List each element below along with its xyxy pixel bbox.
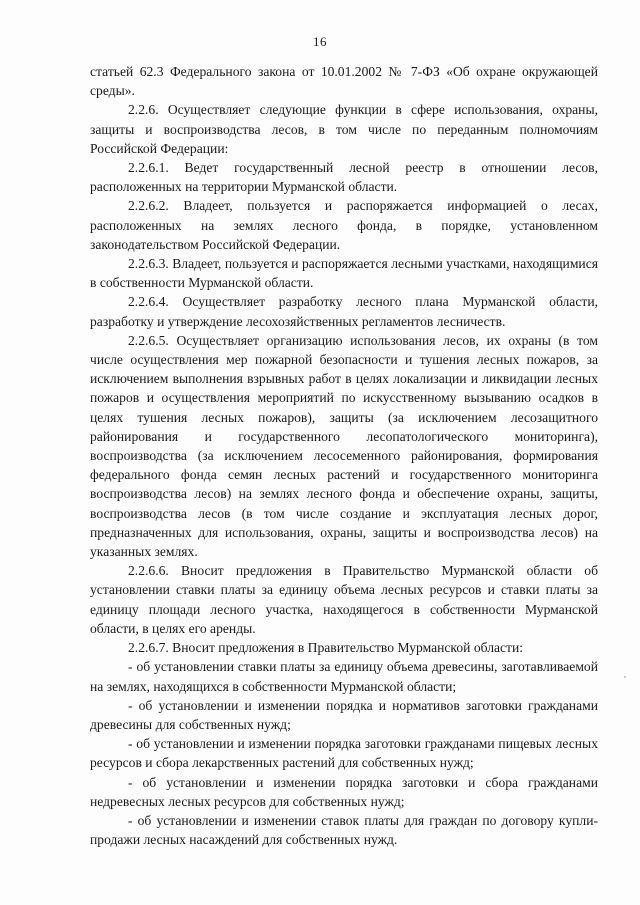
paragraph-2-2-6: 2.2.6. Осуществляет следующие функции в сфере использования, охраны, защиты и воспроизводства лесов, в том числе по переданным полномочиям Российской Федерации:	[90, 102, 598, 156]
list-item: - об установлении и изменении порядка и нормативов заготовки гражданами древесины для собственных нужд;	[90, 697, 598, 732]
list-item: - об установлении ставки платы за единицу объема древесины, заготавливаемой на землях, находящихся в собственности Мурманской области;	[90, 659, 598, 694]
paragraph-2-2-6-4: 2.2.6.4. Осуществляет разработку лесного плана Мурманской области, разработку и утверждение лесохозяйственных регламентов лесничеств.	[90, 294, 598, 329]
list-item: - об установлении и изменении порядка заготовки и сбора гражданами недревесных лесных ресурсов для собственных нужд;	[90, 774, 598, 809]
page-number: 16	[313, 34, 327, 49]
scan-speck	[624, 676, 626, 678]
paragraph-2-2-6-7: 2.2.6.7. Вносит предложения в Правительство Мурманской области:	[128, 640, 524, 656]
paragraph-2-2-6-1: 2.2.6.1. Ведет государственный лесной реестр в отношении лесов, расположенных на территории Мурманской области.	[90, 160, 598, 195]
paragraph-2-2-6-6: 2.2.6.6. Вносит предложения в Правительство Мурманской области об установлении ставки платы за единицу объема лесных ресурсов и ставки платы за единицу площади лесного участка, находящегося в собственности Мурманской области, в целях его аренды.	[90, 563, 598, 636]
paragraph-2-2-6-3: 2.2.6.3. Владеет, пользуется и распоряжается лесными участками, находящимися в собственности Мурманской области.	[90, 256, 598, 291]
paragraph-2-2-6-2: 2.2.6.2. Владеет, пользуется и распоряжается информацией о лесах, расположенных на землях лесного фонда, в порядке, установленном законодательством Российской Федерации.	[90, 198, 598, 252]
paragraph-2-2-6-5: 2.2.6.5. Осуществляет организацию использования лесов, их охраны (в том числе осуществления мер пожарной безопасности и тушения лесных пожаров, за исключением выполнения взрывных работ в целях локализации и ликвидации лесных пожаров и осуществления мероприятий по искусственному вызыванию осадков в целях тушения лесных пожаров), защиты (за исключением лесозащитного районирования и государственного лесопатологического мониторинга), воспроизводства (за исключением лесосеменного районирования, формирования федерального фонда семян лесных растений и государственного мониторинга воспроизводства лесов) на землях лесного фонда и обеспечение охраны, защиты, воспроизводства лесов (в том числе создание и эксплуатация лесных дорог, предназначенных для использования, охраны, защиты и воспроизводства лесов) на указанных землях.	[90, 332, 598, 560]
document-body	[90, 62, 598, 849]
paragraph-continuation: статьей 62.3 Федерального закона от 10.01.2002 № 7-ФЗ «Об охране окружающей среды».	[90, 64, 598, 99]
list-item: - об установлении и изменении порядка заготовки гражданами пищевых лесных ресурсов и сбора лекарственных растений для собственных нужд;	[90, 736, 598, 771]
list-item: - об установлении и изменении ставок платы для граждан по договору купли-продажи лесных насаждений для собственных нужд.	[90, 812, 598, 848]
